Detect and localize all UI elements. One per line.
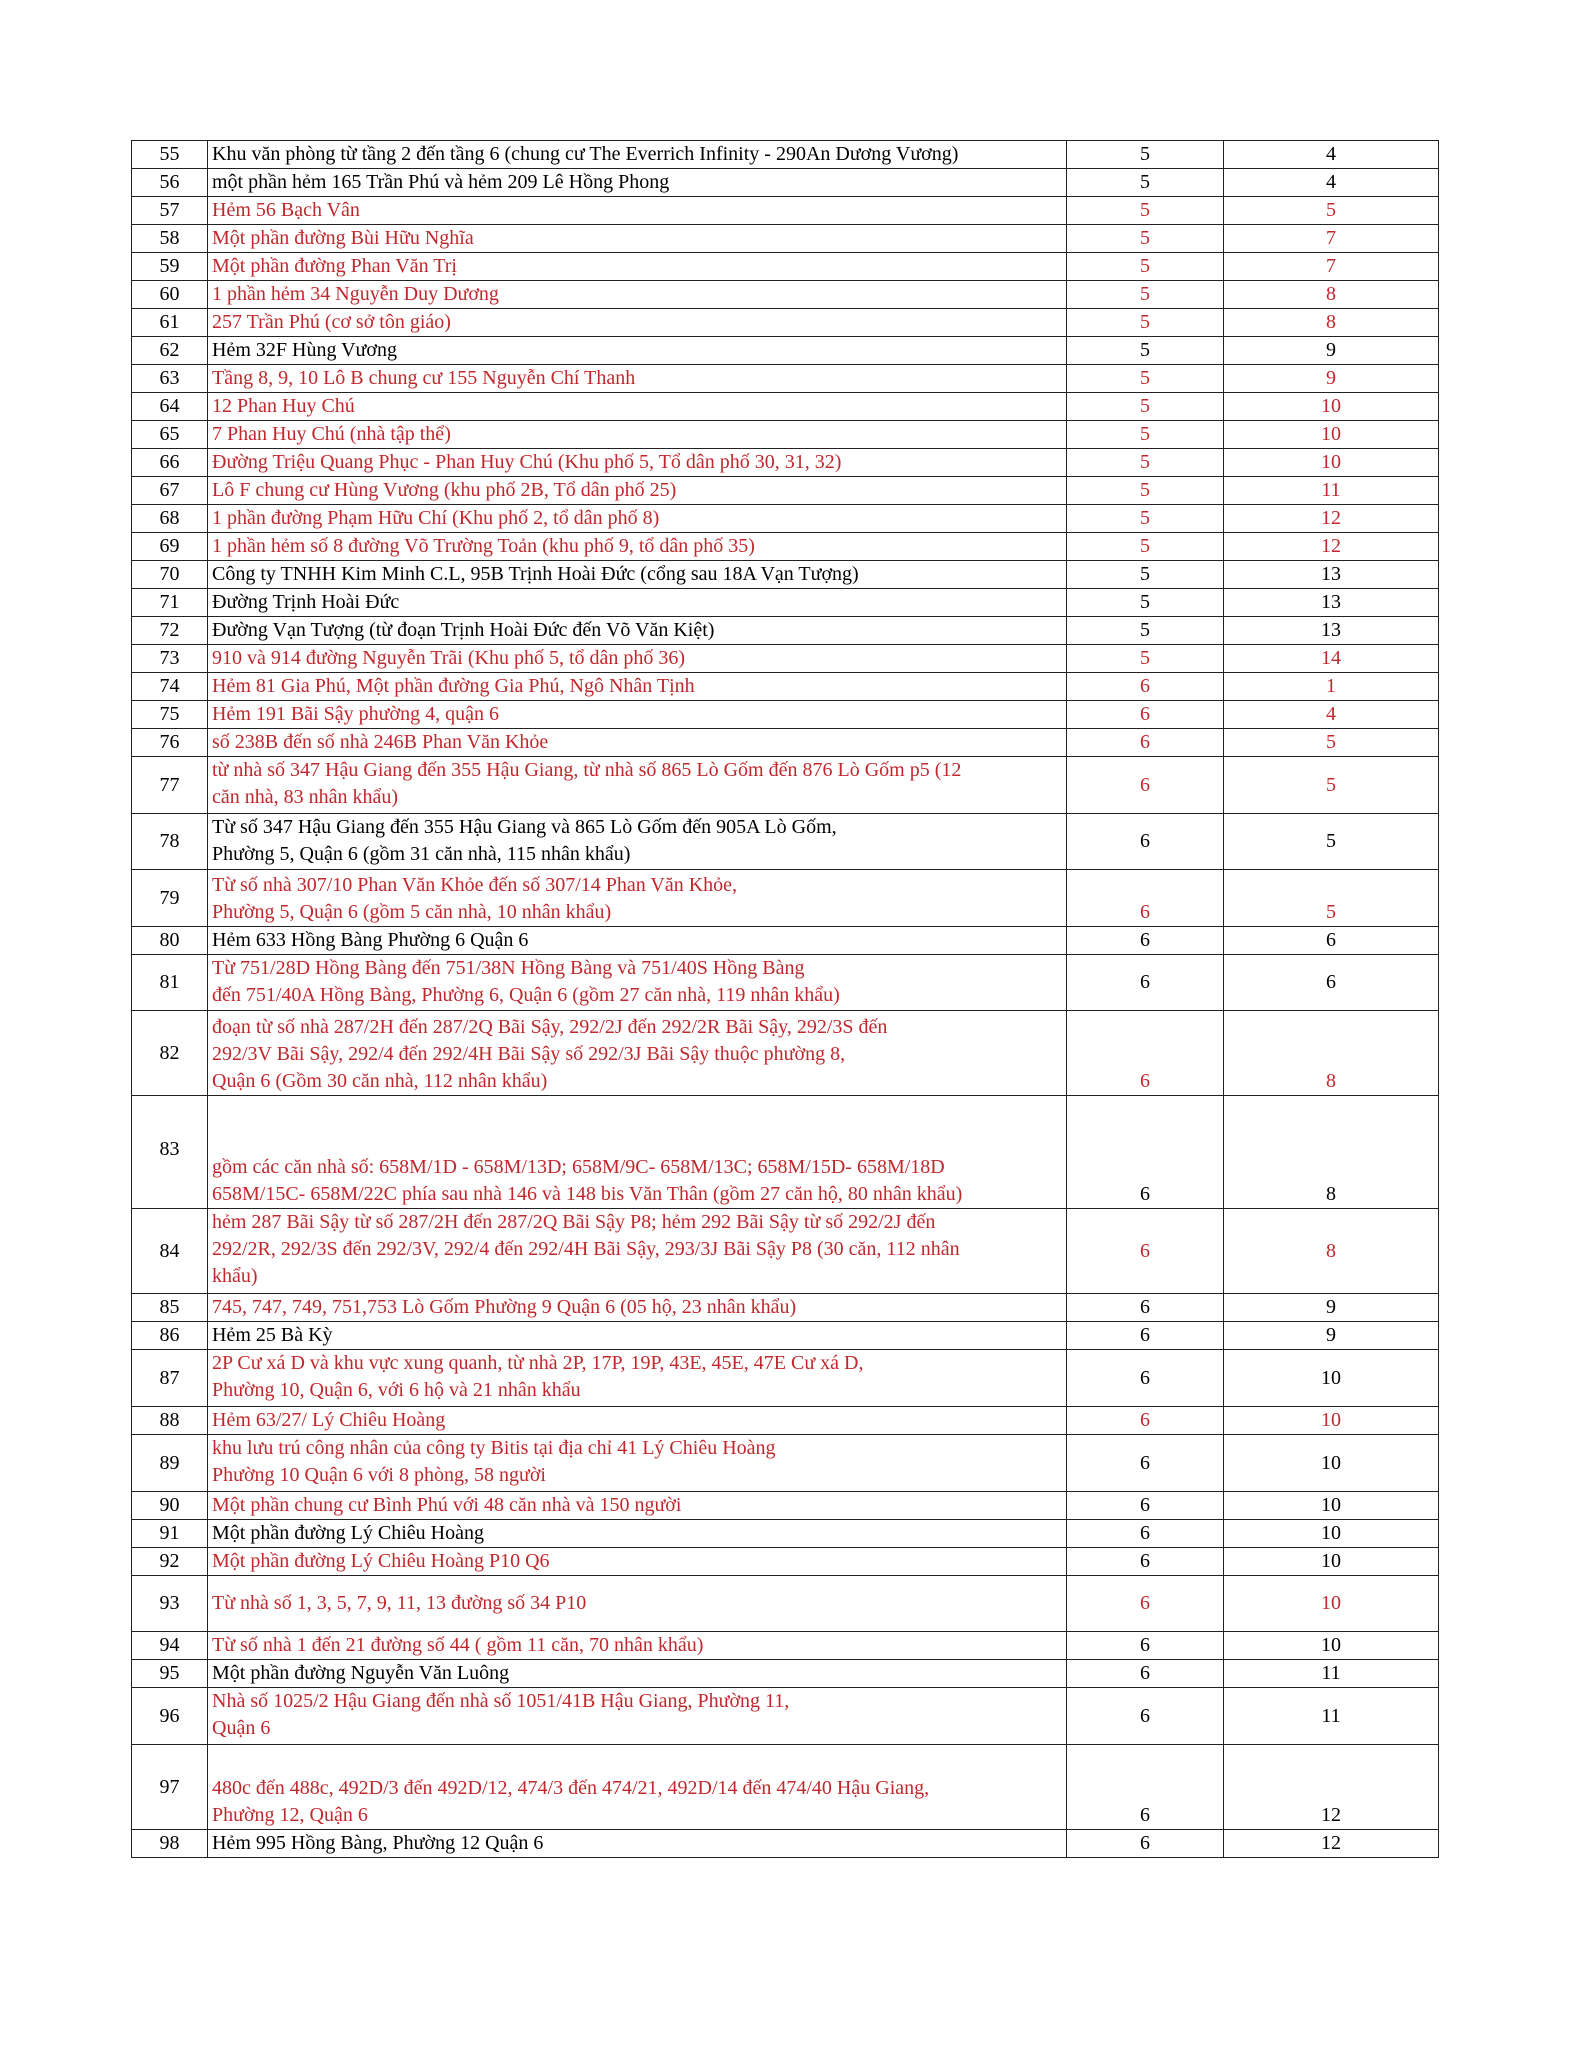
row-value-a: 6: [1067, 1407, 1224, 1435]
row-value-a: 5: [1067, 589, 1224, 617]
row-description: Hẻm 56 Bạch Vân: [208, 197, 1067, 225]
row-value-b: 6: [1224, 955, 1439, 1011]
row-value-b: 8: [1224, 1096, 1439, 1209]
row-description: đoạn từ số nhà 287/2H đến 287/2Q Bãi Sậy, 292/2J đến 292/2R Bãi Sậy, 292/3S đến 292/3V Bãi Sậy, 292/4 đến 292/4H Bãi Sậy số 292/3J Bãi Sậy thuộc phường 8, Quận 6 (Gồm 30 căn nhà, 112 nhân khẩu): [208, 1011, 1067, 1096]
row-number: 81: [132, 955, 208, 1011]
table-row: [132, 141, 1439, 169]
row-description: Một phần đường Nguyễn Văn Luông: [208, 1660, 1067, 1688]
row-number: 75: [132, 701, 208, 729]
row-number: 94: [132, 1632, 208, 1660]
table-row: [132, 421, 1439, 449]
row-value-b: 13: [1224, 561, 1439, 589]
table-row: [132, 1632, 1439, 1660]
row-number: 84: [132, 1209, 208, 1294]
row-number: 61: [132, 309, 208, 337]
row-number: 73: [132, 645, 208, 673]
row-number: 82: [132, 1011, 208, 1096]
row-number: 72: [132, 617, 208, 645]
row-value-a: 6: [1067, 1576, 1224, 1632]
table-row: [132, 1407, 1439, 1435]
row-number: 76: [132, 729, 208, 757]
row-value-b: 5: [1224, 197, 1439, 225]
table-row: [132, 1688, 1439, 1745]
row-value-a: 6: [1067, 927, 1224, 955]
row-description: 1 phần hẻm 34 Nguyễn Duy Dương: [208, 281, 1067, 309]
row-value-b: 5: [1224, 729, 1439, 757]
row-value-a: 5: [1067, 141, 1224, 169]
row-number: 74: [132, 673, 208, 701]
row-value-a: 6: [1067, 1548, 1224, 1576]
row-value-b: 11: [1224, 1688, 1439, 1745]
row-value-a: 5: [1067, 477, 1224, 505]
row-number: 62: [132, 337, 208, 365]
row-description: 745, 747, 749, 751,753 Lò Gốm Phường 9 Quận 6 (05 hộ, 23 nhân khẩu): [208, 1294, 1067, 1322]
table-row: [132, 1435, 1439, 1492]
row-value-b: 10: [1224, 1407, 1439, 1435]
table-row: [132, 1576, 1439, 1632]
table-row: [132, 701, 1439, 729]
table-row: [132, 1830, 1439, 1858]
row-value-a: 6: [1067, 701, 1224, 729]
table-row: [132, 1096, 1439, 1209]
row-value-a: 6: [1067, 1294, 1224, 1322]
row-value-b: 9: [1224, 1322, 1439, 1350]
table-row: [132, 533, 1439, 561]
table-row: [132, 197, 1439, 225]
row-description: Hẻm 63/27/ Lý Chiêu Hoàng: [208, 1407, 1067, 1435]
row-number: 93: [132, 1576, 208, 1632]
row-value-a: 6: [1067, 1492, 1224, 1520]
row-value-a: 6: [1067, 1350, 1224, 1407]
row-number: 67: [132, 477, 208, 505]
row-description: số 238B đến số nhà 246B Phan Văn Khỏe: [208, 729, 1067, 757]
row-description: 2P Cư xá D và khu vực xung quanh, từ nhà 2P, 17P, 19P, 43E, 45E, 47E Cư xá D, Phường 10, Quận 6, với 6 hộ và 21 nhân khẩu: [208, 1350, 1067, 1407]
row-value-a: 6: [1067, 1632, 1224, 1660]
row-value-b: 10: [1224, 1520, 1439, 1548]
row-value-b: 5: [1224, 870, 1439, 927]
row-value-a: 6: [1067, 673, 1224, 701]
row-number: 83: [132, 1096, 208, 1209]
row-description: Từ số nhà 307/10 Phan Văn Khỏe đến số 307/14 Phan Văn Khỏe, Phường 5, Quận 6 (gồm 5 căn nhà, 10 nhân khẩu): [208, 870, 1067, 927]
row-value-b: 10: [1224, 1632, 1439, 1660]
row-value-b: 10: [1224, 449, 1439, 477]
row-number: 86: [132, 1322, 208, 1350]
row-value-b: 7: [1224, 225, 1439, 253]
table-row: [132, 1209, 1439, 1294]
row-value-b: 5: [1224, 757, 1439, 814]
row-value-b: 8: [1224, 281, 1439, 309]
row-description: 257 Trần Phú (cơ sở tôn giáo): [208, 309, 1067, 337]
row-value-a: 5: [1067, 225, 1224, 253]
row-value-a: 5: [1067, 337, 1224, 365]
table-row: [132, 1745, 1439, 1830]
table-row: [132, 169, 1439, 197]
row-value-b: 10: [1224, 1576, 1439, 1632]
table-row: [132, 365, 1439, 393]
row-description: Một phần đường Lý Chiêu Hoàng P10 Q6: [208, 1548, 1067, 1576]
table-row: [132, 1350, 1439, 1407]
row-number: 90: [132, 1492, 208, 1520]
table-row: [132, 561, 1439, 589]
row-number: 77: [132, 757, 208, 814]
row-value-b: 10: [1224, 1492, 1439, 1520]
row-number: 92: [132, 1548, 208, 1576]
table-row: [132, 281, 1439, 309]
row-description: Từ số 347 Hậu Giang đến 355 Hậu Giang và 865 Lò Gốm đến 905A Lò Gốm, Phường 5, Quận 6 (gồm 31 căn nhà, 115 nhân khẩu): [208, 814, 1067, 870]
row-number: 64: [132, 393, 208, 421]
row-value-a: 6: [1067, 1830, 1224, 1858]
row-value-a: 5: [1067, 561, 1224, 589]
row-value-b: 10: [1224, 421, 1439, 449]
row-value-b: 11: [1224, 1660, 1439, 1688]
row-value-a: 6: [1067, 1209, 1224, 1294]
table-row: [132, 1294, 1439, 1322]
row-number: 91: [132, 1520, 208, 1548]
row-number: 96: [132, 1688, 208, 1745]
row-value-b: 8: [1224, 309, 1439, 337]
row-value-a: 5: [1067, 533, 1224, 561]
row-value-a: 6: [1067, 1096, 1224, 1209]
row-value-b: 13: [1224, 589, 1439, 617]
row-description: Một phần đường Phan Văn Trị: [208, 253, 1067, 281]
row-value-b: 12: [1224, 505, 1439, 533]
row-description: Đường Trịnh Hoài Đức: [208, 589, 1067, 617]
row-value-b: 9: [1224, 1294, 1439, 1322]
table-row: [132, 253, 1439, 281]
row-description: hẻm 287 Bãi Sậy từ số 287/2H đến 287/2Q Bãi Sậy P8; hẻm 292 Bãi Sậy từ số 292/2J đến 292/2R, 292/3S đến 292/3V, 292/4 đến 292/4H Bãi Sậy, 293/3J Bãi Sậy P8 (30 căn, 112 nhân khẩu): [208, 1209, 1067, 1294]
row-description: khu lưu trú công nhân của công ty Bitis tại địa chỉ 41 Lý Chiêu Hoàng Phường 10 Quận 6 với 8 phòng, 58 người: [208, 1435, 1067, 1492]
row-value-a: 5: [1067, 197, 1224, 225]
row-value-a: 5: [1067, 645, 1224, 673]
row-value-b: 8: [1224, 1011, 1439, 1096]
row-value-a: 5: [1067, 169, 1224, 197]
row-description: một phần hẻm 165 Trần Phú và hẻm 209 Lê Hồng Phong: [208, 169, 1067, 197]
row-value-a: 6: [1067, 955, 1224, 1011]
row-number: 59: [132, 253, 208, 281]
row-number: 58: [132, 225, 208, 253]
row-description: Hẻm 191 Bãi Sậy phường 4, quận 6: [208, 701, 1067, 729]
table-row: [132, 729, 1439, 757]
row-value-a: 6: [1067, 1688, 1224, 1745]
row-value-a: 5: [1067, 309, 1224, 337]
row-number: 69: [132, 533, 208, 561]
table-row: [132, 1322, 1439, 1350]
row-value-b: 1: [1224, 673, 1439, 701]
row-number: 89: [132, 1435, 208, 1492]
row-number: 79: [132, 870, 208, 927]
row-value-b: 12: [1224, 533, 1439, 561]
row-value-a: 5: [1067, 393, 1224, 421]
table-row: [132, 814, 1439, 870]
row-number: 66: [132, 449, 208, 477]
row-value-b: 10: [1224, 1350, 1439, 1407]
row-description: Đường Triệu Quang Phục - Phan Huy Chú (Khu phố 5, Tổ dân phố 30, 31, 32): [208, 449, 1067, 477]
row-description: Hẻm 633 Hồng Bàng Phường 6 Quận 6: [208, 927, 1067, 955]
row-value-a: 6: [1067, 814, 1224, 870]
row-number: 57: [132, 197, 208, 225]
row-value-a: 6: [1067, 1745, 1224, 1830]
row-description: Một phần đường Lý Chiêu Hoàng: [208, 1520, 1067, 1548]
row-value-a: 6: [1067, 1011, 1224, 1096]
row-number: 97: [132, 1745, 208, 1830]
row-description: Hẻm 81 Gia Phú, Một phần đường Gia Phú, Ngô Nhân Tịnh: [208, 673, 1067, 701]
table-row: [132, 645, 1439, 673]
row-description: Đường Vạn Tượng (từ đoạn Trịnh Hoài Đức đến Võ Văn Kiệt): [208, 617, 1067, 645]
row-description: Từ nhà số 1, 3, 5, 7, 9, 11, 13 đường số 34 P10: [208, 1576, 1067, 1632]
row-number: 68: [132, 505, 208, 533]
row-number: 65: [132, 421, 208, 449]
row-value-b: 10: [1224, 1548, 1439, 1576]
row-value-b: 6: [1224, 927, 1439, 955]
row-number: 78: [132, 814, 208, 870]
table-row: [132, 337, 1439, 365]
row-value-a: 6: [1067, 1660, 1224, 1688]
row-value-a: 6: [1067, 1435, 1224, 1492]
row-value-a: 6: [1067, 1322, 1224, 1350]
row-number: 85: [132, 1294, 208, 1322]
table-row: [132, 589, 1439, 617]
row-value-b: 4: [1224, 169, 1439, 197]
row-description: Khu văn phòng từ tầng 2 đến tầng 6 (chung cư The Everrich Infinity - 290An Dương Vương): [208, 141, 1067, 169]
table-row: [132, 309, 1439, 337]
row-description: Một phần chung cư Bình Phú với 48 căn nhà và 150 người: [208, 1492, 1067, 1520]
row-description: 12 Phan Huy Chú: [208, 393, 1067, 421]
row-value-a: 5: [1067, 449, 1224, 477]
area-table: [131, 140, 1439, 1858]
row-description: Từ số nhà 1 đến 21 đường số 44 ( gồm 11 căn, 70 nhân khẩu): [208, 1632, 1067, 1660]
table-row: [132, 505, 1439, 533]
row-description: 1 phần hẻm số 8 đường Võ Trường Toản (khu phố 9, tổ dân phố 35): [208, 533, 1067, 561]
table-row: [132, 617, 1439, 645]
table-body: [132, 141, 1439, 1858]
row-number: 60: [132, 281, 208, 309]
row-value-a: 5: [1067, 421, 1224, 449]
table-row: [132, 225, 1439, 253]
row-description: 480c đến 488c, 492D/3 đến 492D/12, 474/3 đến 474/21, 492D/14 đến 474/40 Hậu Giang, Phường 12, Quận 6: [208, 1745, 1067, 1830]
row-value-b: 10: [1224, 1435, 1439, 1492]
table-row: [132, 673, 1439, 701]
row-description: từ nhà số 347 Hậu Giang đến 355 Hậu Giang, từ nhà số 865 Lò Gốm đến 876 Lò Gốm p5 (12 căn nhà, 83 nhân khẩu): [208, 757, 1067, 814]
row-description: 7 Phan Huy Chú (nhà tập thể): [208, 421, 1067, 449]
row-value-a: 5: [1067, 365, 1224, 393]
row-number: 95: [132, 1660, 208, 1688]
table-row: [132, 955, 1439, 1011]
row-value-a: 5: [1067, 281, 1224, 309]
row-description: Lô F chung cư Hùng Vương (khu phố 2B, Tổ dân phố 25): [208, 477, 1067, 505]
row-value-a: 6: [1067, 1520, 1224, 1548]
table-row: [132, 1492, 1439, 1520]
row-number: 56: [132, 169, 208, 197]
table-row: [132, 927, 1439, 955]
row-value-b: 14: [1224, 645, 1439, 673]
row-number: 87: [132, 1350, 208, 1407]
row-number: 63: [132, 365, 208, 393]
table-row: [132, 449, 1439, 477]
row-description: gồm các căn nhà số: 658M/1D - 658M/13D; 658M/9C- 658M/13C; 658M/15D- 658M/18D 658M/15C- 658M/22C phía sau nhà 146 và 148 bis Văn Thân (gồm 27 căn hộ, 80 nhân khẩu): [208, 1096, 1067, 1209]
row-value-b: 8: [1224, 1209, 1439, 1294]
row-value-a: 6: [1067, 729, 1224, 757]
row-description: Tầng 8, 9, 10 Lô B chung cư 155 Nguyễn Chí Thanh: [208, 365, 1067, 393]
table-row: [132, 393, 1439, 421]
row-description: 1 phần đường Phạm Hữu Chí (Khu phố 2, tổ dân phố 8): [208, 505, 1067, 533]
table-row: [132, 757, 1439, 814]
table-row: [132, 1660, 1439, 1688]
row-number: 88: [132, 1407, 208, 1435]
row-description: 910 và 914 đường Nguyễn Trãi (Khu phố 5, tổ dân phố 36): [208, 645, 1067, 673]
table-row: [132, 1011, 1439, 1096]
row-description: Một phần đường Bùi Hữu Nghĩa: [208, 225, 1067, 253]
row-description: Hẻm 25 Bà Kỳ: [208, 1322, 1067, 1350]
row-number: 71: [132, 589, 208, 617]
row-description: Nhà số 1025/2 Hậu Giang đến nhà số 1051/41B Hậu Giang, Phường 11, Quận 6: [208, 1688, 1067, 1745]
row-description: Hẻm 995 Hồng Bàng, Phường 12 Quận 6: [208, 1830, 1067, 1858]
row-number: 80: [132, 927, 208, 955]
row-value-b: 4: [1224, 141, 1439, 169]
row-description: Công ty TNHH Kim Minh C.L, 95B Trịnh Hoài Đức (cổng sau 18A Vạn Tượng): [208, 561, 1067, 589]
row-number: 98: [132, 1830, 208, 1858]
table-row: [132, 1548, 1439, 1576]
table-row: [132, 1520, 1439, 1548]
row-value-b: 12: [1224, 1830, 1439, 1858]
row-value-b: 9: [1224, 365, 1439, 393]
row-number: 70: [132, 561, 208, 589]
row-description: Hẻm 32F Hùng Vương: [208, 337, 1067, 365]
row-value-a: 6: [1067, 757, 1224, 814]
row-value-a: 6: [1067, 870, 1224, 927]
row-value-a: 5: [1067, 505, 1224, 533]
row-value-b: 11: [1224, 477, 1439, 505]
row-value-b: 13: [1224, 617, 1439, 645]
row-number: 55: [132, 141, 208, 169]
row-value-a: 5: [1067, 253, 1224, 281]
row-value-b: 5: [1224, 814, 1439, 870]
row-value-b: 9: [1224, 337, 1439, 365]
table-row: [132, 870, 1439, 927]
row-description: Từ 751/28D Hồng Bàng đến 751/38N Hồng Bàng và 751/40S Hồng Bàng đến 751/40A Hồng Bàng, Phường 6, Quận 6 (gồm 27 căn nhà, 119 nhân khẩu): [208, 955, 1067, 1011]
row-value-b: 4: [1224, 701, 1439, 729]
row-value-b: 12: [1224, 1745, 1439, 1830]
row-value-b: 7: [1224, 253, 1439, 281]
table-row: [132, 477, 1439, 505]
row-value-b: 10: [1224, 393, 1439, 421]
row-value-a: 5: [1067, 617, 1224, 645]
